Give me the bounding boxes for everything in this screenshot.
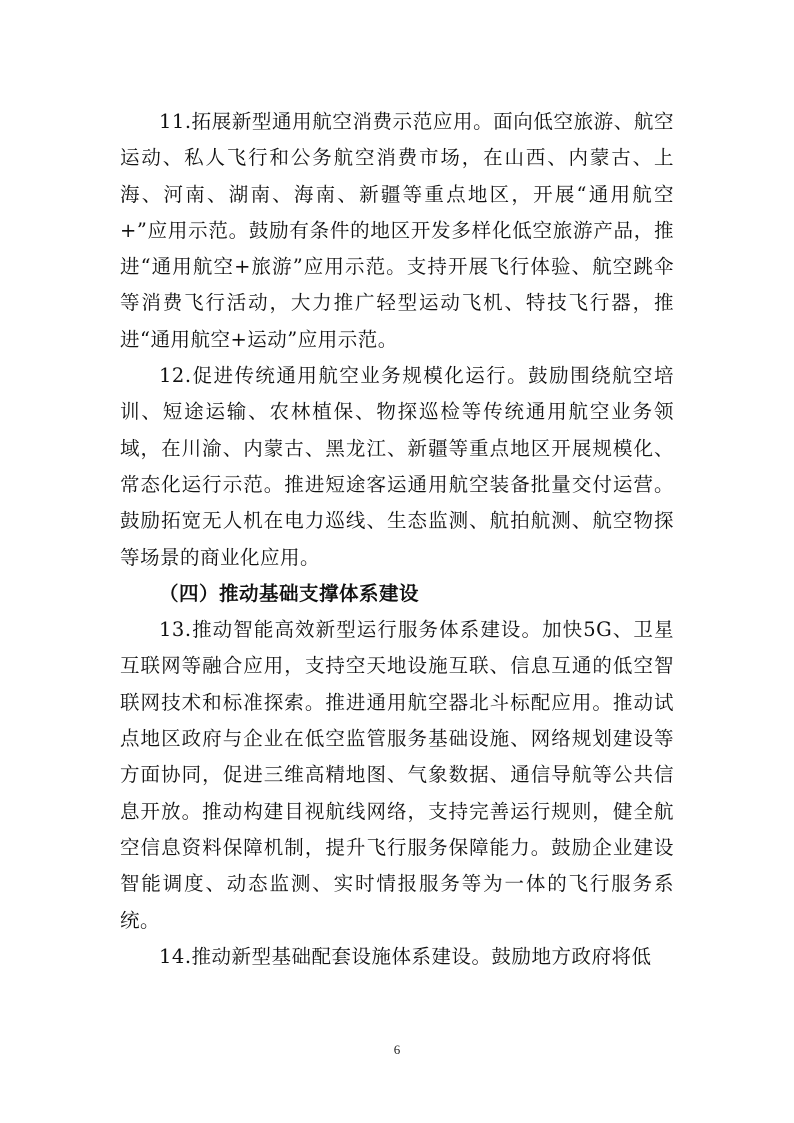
section-heading: （四）推动基础支撑体系建设 xyxy=(159,581,420,605)
page-number: 6 xyxy=(393,1042,401,1057)
document-page xyxy=(120,104,674,975)
paragraph-14: 14.推动新型基础配套设施体系建设。鼓励地方政府将低 xyxy=(159,944,652,968)
paragraph-11: 11.拓展新型通用航空消费示范应用。面向低空旅游、航空运动、私人飞行和公务航空消费市场，在山西、内蒙古、上海、河南、湖南、海南、新疆等重点地区，开展“通用航空+”应用示范。鼓励有条件的地区开发多样化低空旅游产品，推进“通用航空+旅游”应用示范。支持开展飞行体验、航空跳伞等消费飞行活动，大力推广轻型运动飞机、特技飞行器，推进“通用航空+运动”应用示范。 xyxy=(120,110,674,351)
paragraph-12: 12.促进传统通用航空业务规模化运行。鼓励围绕航空培训、短途运输、农林植保、物探巡检等传统通用航空业务领域，在川渝、内蒙古、黑龙江、新疆等重点地区开展规模化、常态化运行示范。推进短途客运通用航空装备批量交付运营。鼓励拓宽无人机在电力巡线、生态监测、航拍航测、航空物探等场景的商业化应用。 xyxy=(120,364,674,569)
paragraph-13: 13.推动智能高效新型运行服务体系建设。加快5G、卫星互联网等融合应用，支持空天地设施互联、信息互通的低空智联网技术和标准探索。推进通用航空器北斗标配应用。推动试点地区政府与企业在低空监管服务基础设施、网络规划建设等方面协同，促进三维高精地图、气象数据、通信导航等公共信息开放。推动构建目视航线网络，支持完善运行规则，健全航空信息资料保障机制，提升飞行服务保障能力。鼓励企业建设智能调度、动态监测、实时情报服务等为一体的飞行服务系统。 xyxy=(120,618,674,932)
